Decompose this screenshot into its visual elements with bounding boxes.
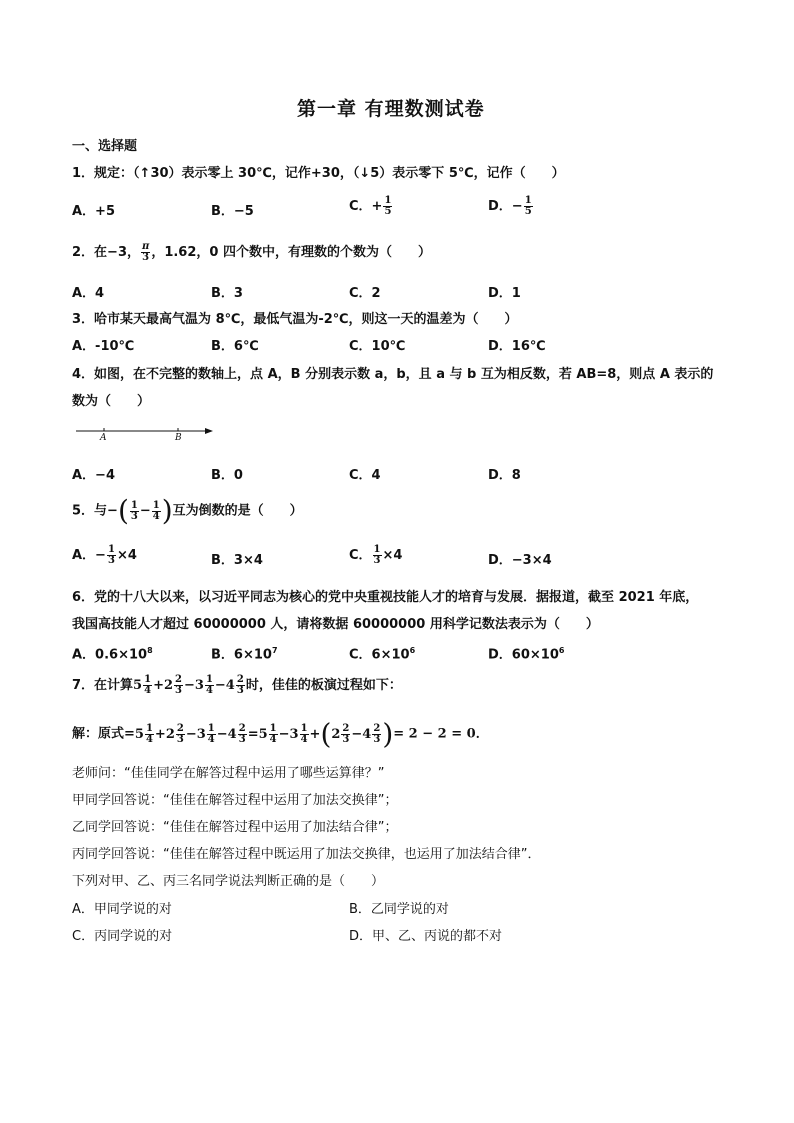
point-b-label: B [175, 433, 182, 443]
q6-d-exponent: 6 [558, 646, 565, 655]
q5-c-fraction: $\frac{1}{3}$ [373, 544, 381, 566]
q5-c-times: ×4 [382, 548, 403, 563]
q2-option-b[interactable]: B．3 [211, 286, 243, 301]
question-3: 3．哈市某天最高气温为 8℃，最低气温为-2℃，则这一天的温差为（ ） [72, 312, 518, 327]
question-4-line2: 数为（ ） [72, 394, 151, 409]
question-1: 1．规定：（↑30）表示零上 30℃，记作+30，（↓5）表示零下 5℃，记作（ ） [72, 166, 565, 181]
q5-minus: − [139, 503, 151, 519]
q7-student-yi: 乙同学回答说：“佳佳在解答过程中运用了加法结合律”； [72, 820, 398, 835]
number-line-figure [74, 424, 216, 446]
q7-teacher-question: 老师问：“佳佳同学在解答过程中运用了哪些运算律？” [72, 766, 385, 781]
q5-a-times: ×4 [116, 548, 137, 563]
q5-frac-quarter: $\frac{1}{4}$ [152, 499, 160, 522]
q7-option-b[interactable]: B．乙同学说的对 [349, 902, 449, 917]
question-6-line1: 6．党的十八大以来，以习近平同志为核心的党中央重视技能人才的培育与发展．据报道，截至 2021 年底， [72, 590, 699, 605]
q6-option-c[interactable] [349, 647, 415, 661]
q1-c-fraction: $\frac{1}{5}$ [384, 195, 392, 217]
q5-left-paren: ( [117, 494, 129, 527]
q7-option-a[interactable]: A．甲同学说的对 [72, 902, 172, 917]
q2-option-a[interactable]: A．4 [72, 286, 105, 301]
q7-suffix: 时，佳佳的板演过程如下： [245, 678, 402, 693]
q6-option-a[interactable] [72, 647, 153, 661]
q2-option-c[interactable]: C．2 [349, 286, 381, 301]
q7-solution-expression: 5 $\frac{1}{4}$ +2 $\frac{2}{3}$ −3 $\frac{1}{4}$ −4 $\frac{2}{3}$ =5 $\frac{1}{4}$ −3 $\frac{1}{4}$ +(2 $\frac{2}{3}$ −4 $\frac{2}{3}$ ) [134, 717, 394, 750]
section-heading: 一、选择题 [72, 139, 138, 154]
q6-c-text: C．6×10 [349, 647, 410, 663]
q5-c-prefix: C． [349, 548, 372, 563]
q4-option-d[interactable]: D．8 [488, 468, 521, 483]
q7-solution [72, 717, 489, 750]
q7-solution-prefix: 解：原式= [72, 726, 135, 742]
q6-b-text: B．6×10 [211, 647, 272, 663]
page-title: 第一章 有理数测试卷 [297, 98, 485, 120]
q4-option-a[interactable]: A．−4 [72, 468, 115, 483]
q6-option-b[interactable] [211, 647, 278, 661]
q1-d-prefix: D．− [488, 199, 523, 214]
question-5 [72, 494, 303, 527]
q5-a-prefix: A．− [72, 548, 106, 563]
q7-student-bing: 丙同学回答说：“佳佳在解答过程中既运用了加法交换律，也运用了加法结合律”． [72, 847, 541, 862]
q5-right-paren: ) [161, 494, 173, 527]
q6-d-text: D．60×10 [488, 647, 559, 663]
q5-suffix: 互为倒数的是（ ） [172, 503, 303, 519]
q6-option-d[interactable] [488, 647, 564, 661]
question-6-line2: 我国高技能人才超过 60000000 人，请将数据 60000000 用科学记数法表示为（ ） [72, 617, 599, 632]
question-2 [72, 242, 431, 263]
q5-option-b[interactable]: B．3×4 [211, 553, 263, 568]
q7-expression: 5 $\frac{1}{4}$ +2 $\frac{2}{3}$ −3 $\frac{1}{4}$ −4 $\frac{2}{3}$ [133, 674, 244, 696]
q5-option-a[interactable] [72, 545, 137, 566]
q7-option-c[interactable]: C．丙同学说的对 [72, 929, 173, 944]
q2-pi-fraction: $\frac{\pi}{3}$ [141, 241, 150, 263]
q2-suffix: ，1.62，0 四个数中，有理数的个数为（ ） [151, 245, 431, 260]
q1-option-c[interactable] [349, 196, 393, 217]
q2-option-d[interactable]: D．1 [488, 286, 521, 301]
q7-option-d[interactable]: D．甲、乙、丙说的都不对 [349, 929, 503, 944]
q7-prefix: 7．在计算 [72, 678, 134, 693]
q2-prefix: 2．在−3， [72, 245, 140, 260]
q7-solution-result: = 2 − 2 = 0． [393, 726, 489, 742]
q3-option-c[interactable]: C．10℃ [349, 339, 406, 354]
question-4-line1: 4．如图，在不完整的数轴上，点 A，B 分别表示数 a，b，且 a 与 b 互为相反数，若 AB=8，则点 A 表示的 [72, 367, 714, 382]
q1-option-b[interactable]: B．−5 [211, 204, 254, 219]
q6-a-text: A．0.6×10 [72, 647, 148, 663]
q6-a-exponent: 8 [147, 646, 153, 655]
q7-student-jia: 甲同学回答说：“佳佳在解答过程中运用了加法交换律”； [72, 793, 398, 808]
q1-c-prefix: C．+ [349, 199, 383, 214]
question-7 [72, 675, 402, 696]
q5-frac-third: $\frac{1}{3}$ [130, 499, 138, 522]
point-a-label: A [100, 433, 107, 443]
q4-option-b[interactable]: B．0 [211, 468, 243, 483]
q3-option-b[interactable]: B．6℃ [211, 339, 259, 354]
q7-ask: 下列对甲、乙、丙三名同学说法判断正确的是（ ） [72, 874, 385, 889]
q1-option-a[interactable]: A．+5 [72, 204, 115, 219]
q1-d-fraction: $\frac{1}{5}$ [524, 195, 532, 217]
q6-b-exponent: 7 [271, 646, 278, 655]
q3-option-d[interactable]: D．16℃ [488, 339, 546, 354]
q4-option-c[interactable]: C．4 [349, 468, 381, 483]
q5-option-d[interactable]: D．−3×4 [488, 553, 552, 568]
q1-option-d[interactable] [488, 196, 534, 217]
q6-c-exponent: 6 [409, 646, 416, 655]
q5-prefix: 5．与− [72, 503, 118, 519]
q3-option-a[interactable]: A．-10℃ [72, 339, 135, 354]
q5-a-fraction: $\frac{1}{3}$ [107, 544, 115, 566]
q5-option-c[interactable] [349, 545, 402, 566]
